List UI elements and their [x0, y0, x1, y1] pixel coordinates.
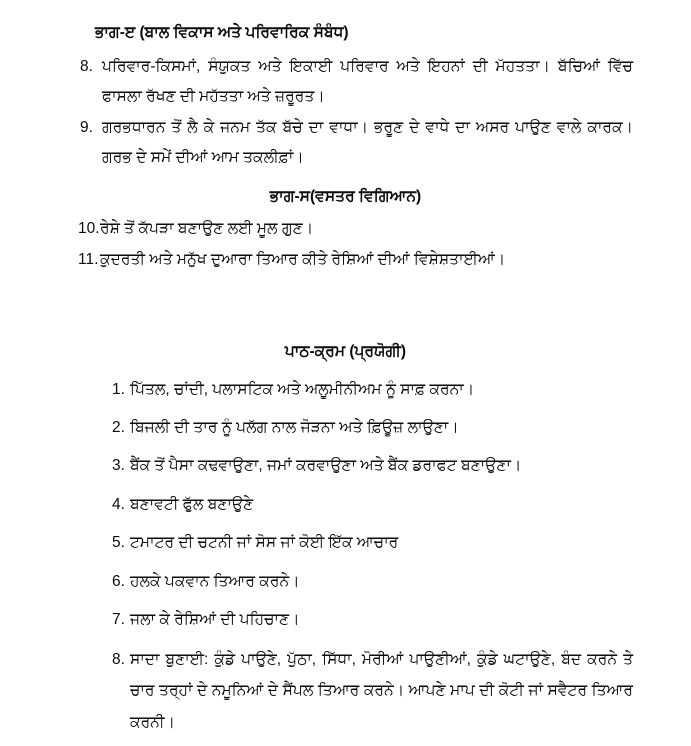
list-item-text: ਹਲਕੇ ਪਕਵਾਨ ਤਿਆਰ ਕਰਨੇ।: [130, 572, 300, 590]
list-item-text: ਪਿੱਤਲ, ਚਾਂਦੀ, ਪਲਾਸਟਿਕ ਅਤੇ ਅਲੂਮੀਨੀਅਮ ਨੂੰ ਸਾਫ਼ ਕਰਨਾ।: [130, 380, 475, 398]
list-item-text: ਸਾਦਾ ਬੁਣਾਈ: ਕੁੰਡੇ ਪਾਉਣੇ, ਪੁੱਠਾ, ਸਿੱਧਾ, ਮੋਰੀਆਂ ਪਾਉਣੀਆਂ, ਕੁੰਡੇ ਘਟਾਉਣੇ, ਬੰਦ ਕਰਨੇ ਤੇ ਚਾਰ ਤਰ੍ਹਾਂ ਦੇ ਨਮੂਨਿਆਂ ਦੇ ਸੈਂਪਲ ਤਿਆਰ ਕਰਨੇ। ਆਪਣੇ ਮਾਪ ਦੀ ਕੋਟੀ ਜਾਂ ਸਵੈਟਰ ਤਿਆਰ ਕਰਨੀ।: [130, 650, 633, 732]
list-item-number: 2.: [112, 418, 125, 436]
list-item-text: ਬਿਜਲੀ ਦੀ ਤਾਰ ਨੂੰ ਪਲੱਗ ਨਾਲ ਜੋੜਨਾ ਅਤੇ ਫ਼ਿਊਜ਼ ਲਾਉਣਾ।: [130, 418, 459, 436]
list-item: [0, 451, 691, 480]
section-b-list: [0, 207, 691, 275]
list-item-number: 4.: [112, 495, 125, 513]
list-item-number: 11.: [78, 251, 99, 269]
list-item-text: ਟਮਾਟਰ ਦੀ ਚਟਨੀ ਜਾਂ ਸੋਸ ਜਾਂ ਕੋਈ ਇੱਕ ਆਚਾਰ: [130, 534, 399, 552]
list-item-number: 10.: [78, 220, 100, 238]
list-item-text: ਕੁਦਰਤੀ ਅਤੇ ਮਨੁੱਖ ਦੁਆਰਾ ਤਿਆਰ ਕੀਤੇ ਰੇਸ਼ਿਆਂ ਦੀਆਂ ਵਿਸ਼ੇਸ਼ਤਾਈਆਂ।: [100, 251, 506, 269]
practical-syllabus-title: ਪਾਠ-ਕ੍ਰਮ (ਪ੍ਰਯੋਗੀ): [284, 342, 407, 360]
list-item-text: ਬੈਂਕ ਤੋਂ ਪੈਸਾ ਕਢਵਾਉਣਾ, ਜਮਾਂ ਕਰਵਾਉਣਾ ਅਤੇ ਬੈਂਕ ਡਰਾਫਟ ਬਣਾਉਣਾ।: [130, 457, 522, 475]
list-item-text: ਰੇਸ਼ੇ ਤੋਂ ਕੱਪੜਾ ਬਣਾਉਣ ਲਈ ਮੂਲ ਗੁਣ।: [100, 220, 314, 238]
list-item-text: ਬਣਾਵਟੀ ਫੁੱਲ ਬਣਾਉਣੇ: [130, 495, 254, 513]
list-item-number: 6.: [112, 572, 125, 590]
list-item-number: 5.: [112, 534, 125, 552]
list-item-number: 8.: [112, 650, 125, 668]
list-item-number: 3.: [112, 457, 125, 475]
list-item-number: 1.: [112, 380, 125, 398]
list-item: [0, 605, 691, 634]
list-item: [0, 644, 691, 739]
list-item: [0, 52, 691, 112]
list-item-text: ਪਰਿਵਾਰ-ਕਿਸਮਾਂ, ਸੰਯੁਕਤ ਅਤੇ ਇਕਾਈ ਪਰਿਵਾਰ ਅਤੇ ਇਹਨਾਂ ਦੀ ਮੱਹਤਤਾ। ਬੱਚਿਆਂ ਵਿੱਚ ਫਾਸਲਾ ਰੱਖਣ ਦੀ ਮਹੱਤਤਾ ਅਤੇ ਜ਼ਰੂਰਤ।: [102, 57, 633, 105]
list-item: [0, 490, 691, 519]
list-item: [0, 413, 691, 442]
list-item-text: ਗਰਭਧਾਰਨ ਤੋਂ ਲੈ ਕੇ ਜਨਮ ਤੱਕ ਬੱਚੇ ਦਾ ਵਾਧਾ। ਭਰੂਣ ਦੇ ਵਾਧੇ ਦਾ ਅਸਰ ਪਾਉਣ ਵਾਲੇ ਕਾਰਕ। ਗਰਭ ਦੇ ਸਮੇਂ ਦੀਆਂ ਆਮ ਤਕਲੀਫ਼ਾਂ।: [102, 119, 633, 167]
practical-list: [0, 361, 691, 739]
list-item: [0, 567, 691, 596]
list-item-text: ਜਲਾ ਕੇ ਰੇਸ਼ਿਆਂ ਦੀ ਪਹਿਚਾਣ।: [130, 611, 300, 629]
list-item-number: 8.: [80, 57, 93, 75]
list-item-number: 7.: [112, 611, 125, 629]
section-a-list: [0, 43, 691, 174]
list-item: [0, 245, 691, 275]
list-item-number: 9.: [80, 119, 93, 137]
list-item: [0, 375, 691, 404]
list-item: [0, 214, 691, 244]
list-item: [0, 528, 691, 557]
section-b-heading: ਭਾਗ-ਸ(ਵਸਤਰ ਵਿਗਿਆਨ): [269, 188, 422, 206]
list-item: [0, 113, 691, 173]
section-a-heading: ਭਾਗ-ੲ (ਬਾਲ ਵਿਕਾਸ ਅਤੇ ਪਰਿਵਾਰਿਕ ਸੰਬੰਧ): [95, 24, 349, 41]
